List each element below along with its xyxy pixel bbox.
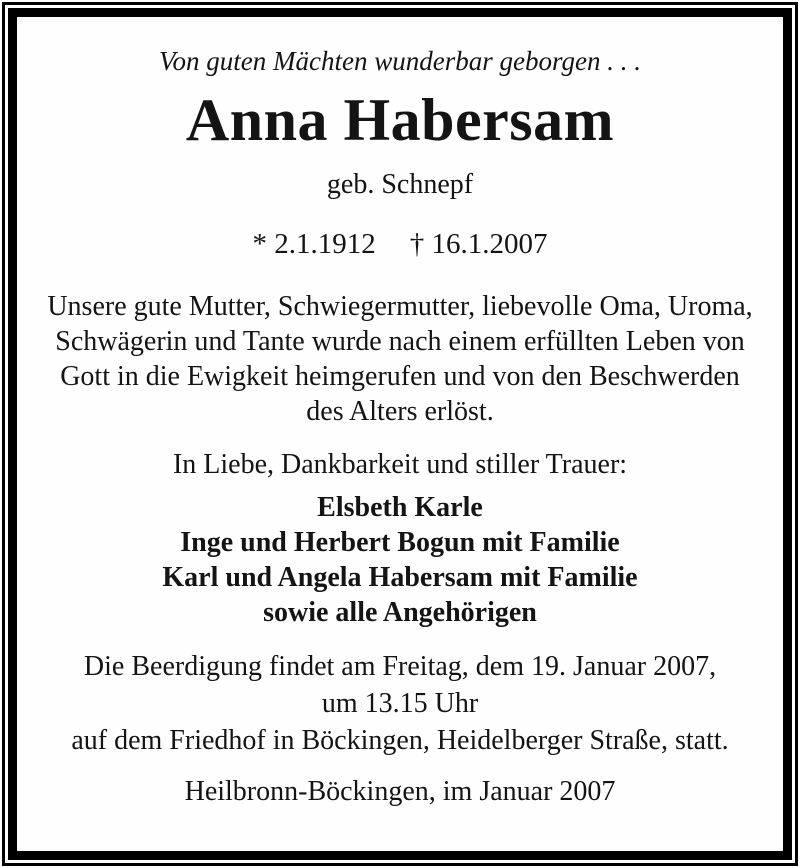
birth-star-symbol: * xyxy=(252,228,267,260)
outer-border-frame xyxy=(2,2,798,866)
funeral-details xyxy=(17,648,783,759)
mourners-list xyxy=(17,490,783,630)
inner-border-frame xyxy=(8,8,792,860)
tribute-line: Unsere gute Mutter, Schwiegermutter, liebevolle Oma, Uroma, xyxy=(47,291,753,322)
birth-date: 2.1.1912 xyxy=(274,228,376,260)
birth-date-group xyxy=(253,228,376,260)
life-dates xyxy=(17,225,783,263)
epigraph-quote: Von guten Mächten wunderbar geborgen . . . xyxy=(159,46,641,76)
mourner-line: sowie alle Angehörigen xyxy=(263,597,537,628)
closing-phrase: In Liebe, Dankbarkeit und stiller Trauer: xyxy=(172,449,628,480)
mourner-line: Inge und Herbert Bogun mit Familie xyxy=(180,527,620,558)
place-and-date: Heilbronn-Böckingen, im Januar 2007 xyxy=(184,776,616,807)
tribute-paragraph xyxy=(17,289,783,429)
mourner-line: Elsbeth Karle xyxy=(317,492,483,523)
funeral-line: Die Beerdigung findet am Freitag, dem 19. Januar 2007, xyxy=(83,651,717,682)
tribute-line: Gott in die Ewigkeit heimgerufen und von den Beschwerden xyxy=(60,361,740,392)
tribute-line: Schwägerin und Tante wurde nach einem erfüllten Leben von xyxy=(55,326,745,357)
death-date: 16.1.2007 xyxy=(431,228,548,260)
funeral-line: auf dem Friedhof in Böckingen, Heidelberger Straße, statt. xyxy=(71,725,729,756)
mourner-line: Karl und Angela Habersam mit Familie xyxy=(162,562,638,593)
death-date-group xyxy=(410,228,548,260)
deceased-name: Anna Habersam xyxy=(185,87,615,153)
death-cross-symbol: † xyxy=(409,228,425,260)
tribute-line: des Alters erlöst. xyxy=(306,396,494,427)
funeral-line: um 13.15 Uhr xyxy=(321,688,479,719)
maiden-name: geb. Schnepf xyxy=(326,169,474,200)
